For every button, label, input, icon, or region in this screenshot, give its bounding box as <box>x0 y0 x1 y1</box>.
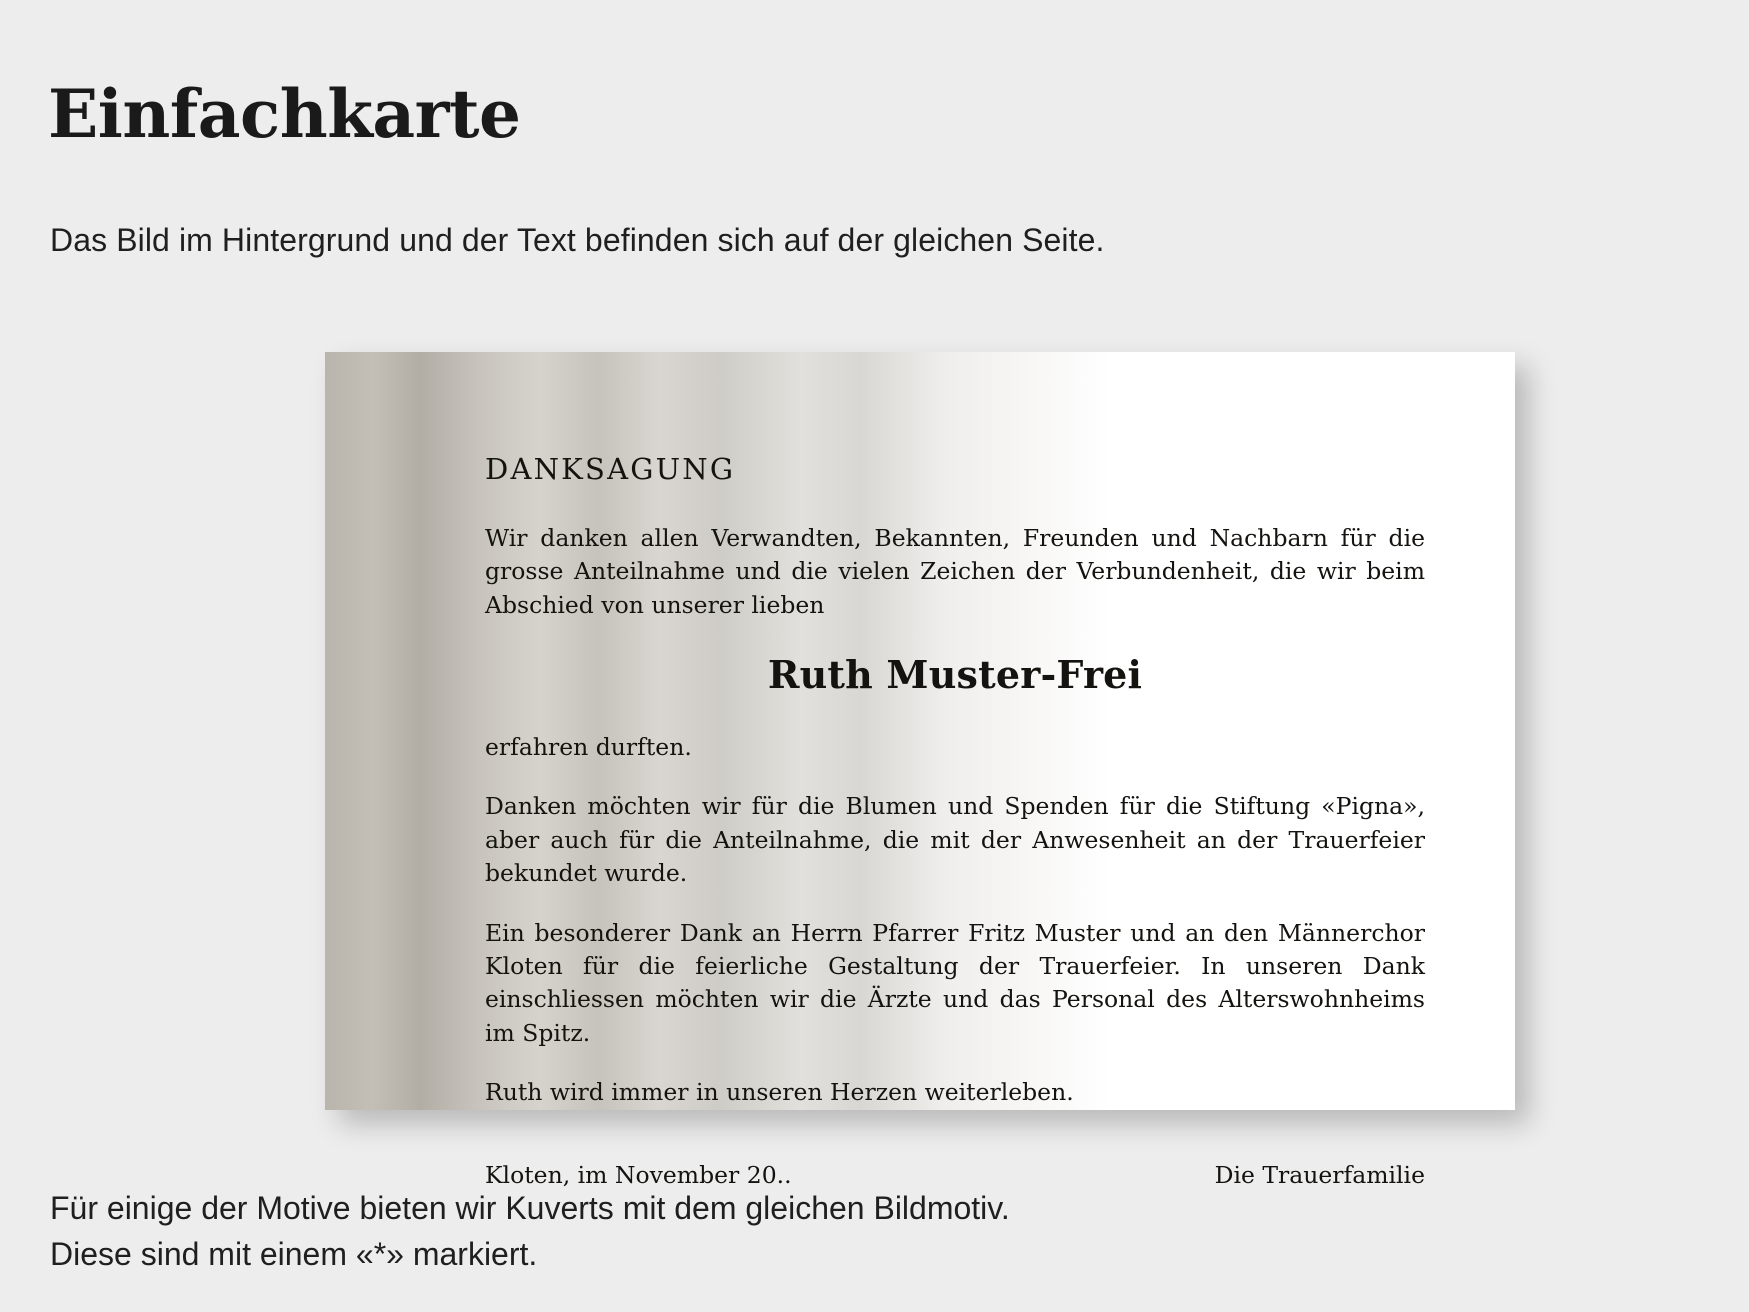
card-place-date: Kloten, im November 20.. <box>485 1161 792 1190</box>
footer-note <box>50 1185 1010 1278</box>
card-paragraph-4: Ruth wird immer in unseren Herzen weiterleben. <box>485 1077 1074 1106</box>
footer-note-line-1: Für einige der Motive bieten wir Kuverts mit dem gleichen Bildmotiv. <box>50 1190 1010 1226</box>
card-paragraph-2: Danken möchten wir für die Blumen und Spenden für die Stiftung «Pigna», aber auch für die Anteilnahme, die mit der Anwesenheit an der Trauerfeier bekundet wurde. <box>485 792 1425 888</box>
card-text-block <box>485 452 1443 1190</box>
page-title: Einfachkarte <box>48 75 521 154</box>
deceased-name: Ruth Muster-Frei <box>767 652 1143 698</box>
footer-note-line-2: Diese sind mit einem «*» markiert. <box>50 1236 538 1273</box>
card-preview <box>325 352 1515 1190</box>
card-after-name-text: erfahren durften. <box>485 733 692 762</box>
card-intro-paragraph: Wir danken allen Verwandten, Bekannten, Freunden und Nachbarn für die grosse Anteilnahme und die vielen Zeichen der Verbundenheit, die wir beim Abschied von unserer lieben <box>485 524 1425 619</box>
card-paragraph-3: Ein besonderer Dank an Herrn Pfarrer Fritz Muster und an den Männerchor Kloten für die feierliche Gestaltung der Trauerfeier. In unseren Dank einschliessen möchten wir die Ärzte und das Personal des Alterswohnheims im Spitz. <box>485 918 1425 1047</box>
page-subtitle: Das Bild im Hintergrund und der Text befinden sich auf der gleichen Seite. <box>50 222 1105 258</box>
card-heading: DANKSAGUNG <box>485 452 736 486</box>
card-signature: Die Trauerfamilie <box>1214 1161 1425 1190</box>
condolence-card <box>325 352 1515 1190</box>
